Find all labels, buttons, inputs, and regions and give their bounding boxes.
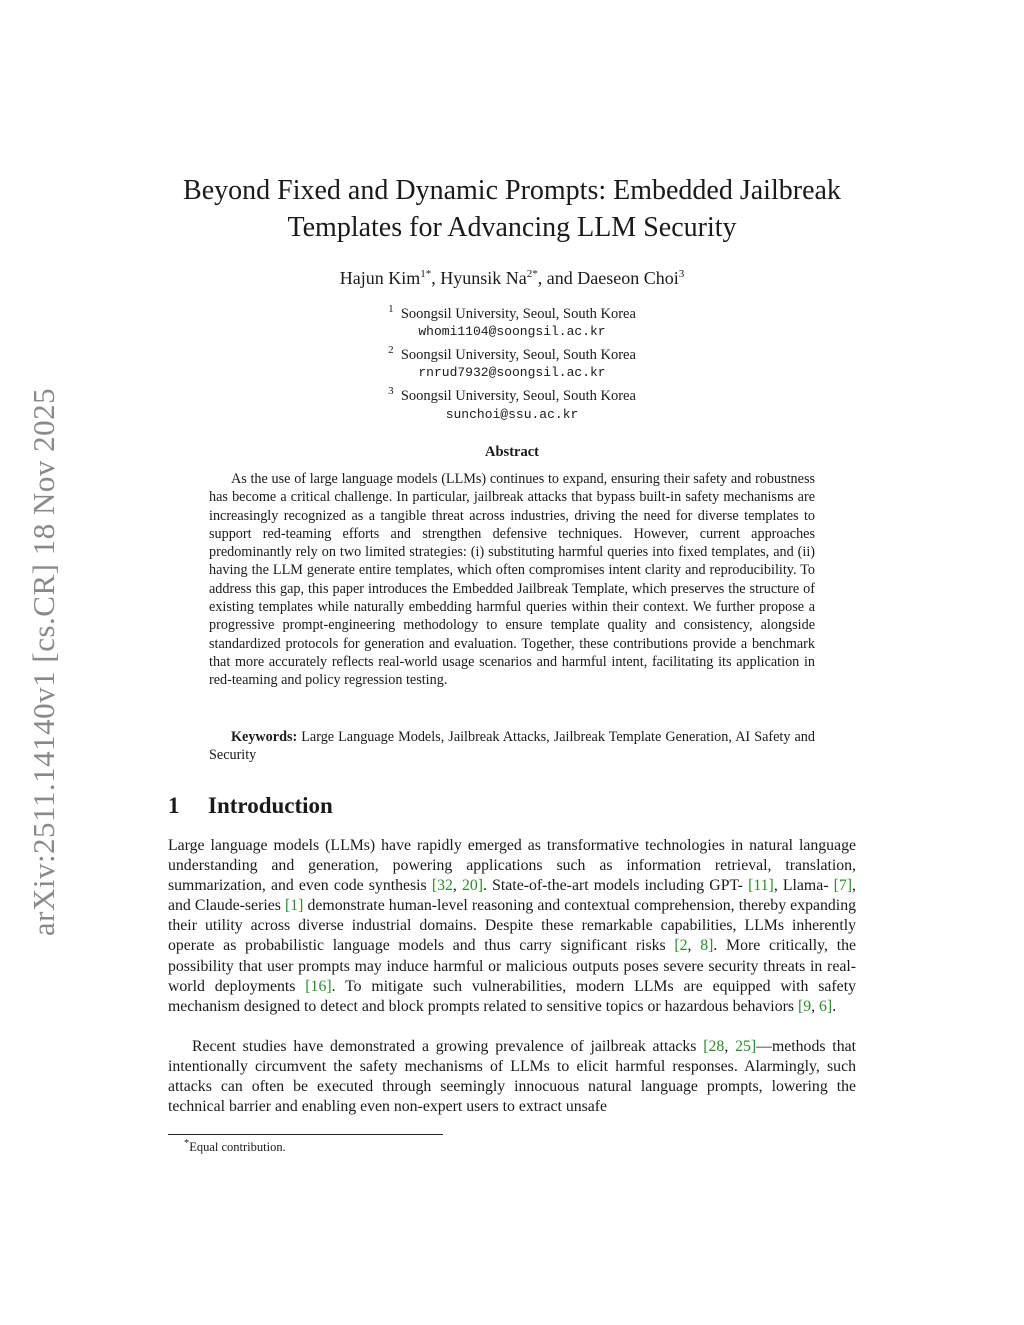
author-name: Hajun Kim <box>339 268 421 288</box>
citation-link[interactable]: 6] <box>819 997 833 1015</box>
citation-link[interactable]: [2 <box>674 937 688 955</box>
intro-paragraph-2 <box>168 1037 856 1117</box>
paragraph-text: . <box>832 997 837 1015</box>
author-affiliation-mark: 2* <box>526 268 538 280</box>
author-separator: , and <box>537 268 578 288</box>
paper-title: Beyond Fixed and Dynamic Prompts: Embedded Jailbreak Templates for Advancing LLM Security <box>183 175 841 243</box>
author-name: Daeseon Choi <box>577 268 679 288</box>
paragraph-text: Large language models (LLMs) have rapidly emerged as transformative technologies in natural language understanding and generation, powering applications such as information retrieval, translation, summarization, and even code synthesis <box>168 837 856 895</box>
arxiv-identifier-stamp: arXiv:2511.14140v1 [cs.CR] 18 Nov 2025 <box>26 387 61 937</box>
author-name: Hyunsik Na <box>440 268 527 288</box>
paragraph-text: —methods that intentionally circumvent the safety mechanisms of LLMs to elicit harmful responses. Alarmingly, such attacks can often be executed through seemingly innocuous natural language prompts, lowering the technical barrier and enabling even non-expert users to extract unsafe <box>168 1038 856 1116</box>
citation-link[interactable]: [32 <box>431 877 453 895</box>
footnote-divider <box>168 1134 443 1135</box>
citation-link[interactable]: [9 <box>797 997 812 1015</box>
paragraph-text: , and Claude-series <box>168 877 856 915</box>
paragraph-text: . To mitigate such vulnerabilities, modern LLMs are equipped with safety mechanism designed to detect and block prompts related to sensitive topics or hazardous behaviors <box>168 977 856 1015</box>
paragraph-text: . State-of-the-art models including GPT- <box>483 877 749 895</box>
abstract-heading: Abstract <box>485 444 539 460</box>
citation-link[interactable]: [7] <box>833 877 853 895</box>
email-link-2[interactable]: rnrud7932@soongsil.ac.kr <box>418 365 606 381</box>
citation-link[interactable]: [28 <box>703 1038 725 1055</box>
section-number: 1 <box>168 793 180 818</box>
affiliation-3: $^3$ Soongsil University, Seoul, South Korea <box>388 385 636 405</box>
intro-paragraph-1 <box>168 836 856 1017</box>
keywords-text: Large Language Models, Jailbreak Attacks, Jailbreak Template Generation, AI Safety and Security <box>209 729 815 764</box>
affiliation-block <box>150 300 874 424</box>
paragraph-text: , Llama- <box>773 877 834 895</box>
citation-link[interactable]: 20] <box>461 877 484 895</box>
paragraph-text: , <box>811 997 820 1015</box>
paragraph-text: . More critically, the possibility that user prompts may induce harmful or malicious outputs poses severe security threats in real-world deployments <box>168 937 857 995</box>
paragraph-text: demonstrate human-level reasoning and contextual comprehension, thereby expanding their utility across diverse industrial domains. Despite these remarkable capabilities, LLMs inherently operate as probabilistic language models and thus carry significant risks <box>168 897 856 955</box>
abstract-text: As the use of large language models (LLMs) continues to expand, ensuring their safety and robustness has become a critical challenge. In particular, jailbreak attacks that bypass built-in safety mechanisms are increasingly recognized as a tangible threat across industries, driving the need for diverse templates to support red-teaming efforts and strengthen defensive techniques. However, current approaches predominantly rely on two limited strategies: (i) substituting harmful queries into fixed templates, and (ii) having the LLM generate entire templates, which often compromises intent clarity and reproducibility. To address this gap, this paper introduces the Embedded Jailbreak Template, which preserves the structure of existing templates while naturally embedding harmful queries within their context. We further propose a progressive prompt-engineering methodology to ensure template quality and consistency, alongside standardized protocols for generation and evaluation. Together, these contributions provide a benchmark that more accurately reflects real-world usage scenarios and harmful intent, facilitating its application in red-teaming and policy regression testing. <box>209 471 815 689</box>
author-affiliation-mark: 1* <box>420 268 432 280</box>
paragraph-text: , <box>687 937 701 955</box>
footnote-equal-contribution <box>184 1138 286 1155</box>
email-link-3[interactable]: sunchoi@ssu.ac.kr <box>445 406 579 422</box>
affiliation-1: $^1$ Soongsil University, Seoul, South Korea <box>388 303 636 322</box>
citation-link[interactable]: [16] <box>305 977 332 995</box>
section-title: Introduction <box>208 793 333 818</box>
citation-link[interactable]: 25] <box>735 1038 757 1055</box>
footnote-text: Equal contribution. <box>189 1140 286 1155</box>
paragraph-text: Recent studies have demonstrated a growing prevalence of jailbreak attacks <box>192 1038 704 1055</box>
footnote-mark: * <box>184 1138 190 1149</box>
affiliation-2: $^2$ Soongsil University, Seoul, South Korea <box>388 344 636 364</box>
keywords-line <box>209 728 815 765</box>
citation-link[interactable]: 8] <box>700 937 714 955</box>
email-link-1[interactable]: whomi1104@soongsil.ac.kr <box>418 324 606 340</box>
author-affiliation-mark: 3 <box>678 268 685 280</box>
citation-link[interactable]: [1] <box>284 897 304 915</box>
citation-link[interactable]: [11] <box>748 877 774 895</box>
keywords-label: Keywords: <box>231 729 298 745</box>
author-list <box>150 262 874 290</box>
paragraph-text: , <box>452 877 462 895</box>
author-separator: , <box>431 268 441 288</box>
section-heading-introduction <box>168 793 333 819</box>
paragraph-text: , <box>724 1038 736 1055</box>
